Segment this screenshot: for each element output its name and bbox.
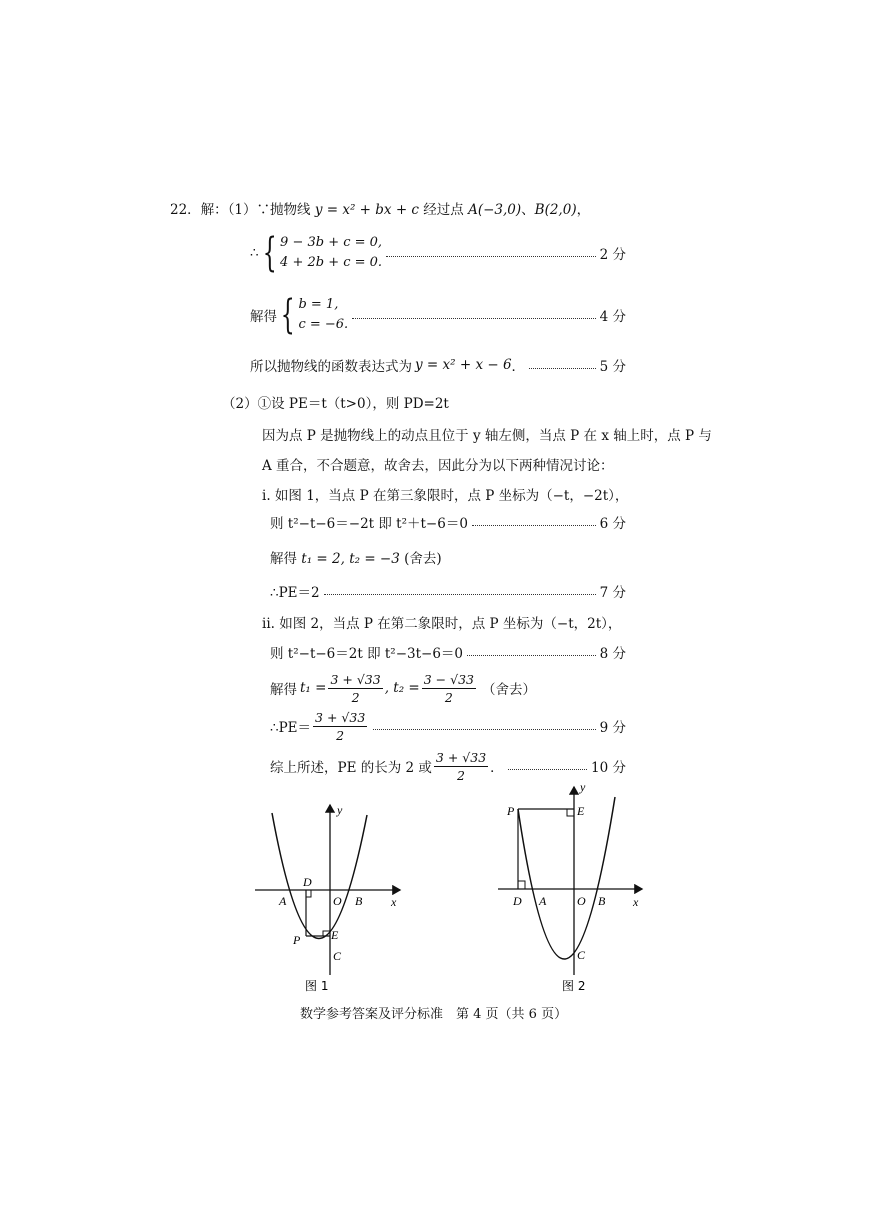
dot-leader: [529, 367, 596, 369]
label-e: E: [331, 928, 339, 942]
label-p: P: [507, 804, 515, 818]
dot-leader: [472, 524, 596, 526]
line1-mid: 经过点: [423, 202, 464, 218]
fraction-numerator: 3 + √33: [435, 749, 487, 765]
fraction: [434, 750, 488, 783]
case2-pe: [270, 708, 626, 744]
case2-sol-note: （舍去）: [481, 682, 536, 698]
fraction-numerator: 3 − √33: [423, 671, 474, 687]
case2-sol-lead: 解得: [270, 682, 297, 698]
parabola-curve: [518, 797, 615, 959]
right-angle-e: [567, 809, 574, 816]
label-a: A: [539, 894, 547, 908]
equation-group: [280, 233, 382, 273]
fraction-denominator: 2: [444, 689, 453, 705]
conclusion-text: 所以抛物线的函数表达式为: [250, 359, 412, 375]
solve-label: 解：: [200, 202, 228, 218]
dot-leader: [352, 317, 595, 319]
part2-setup: ①设 PE＝t（t>0），则 PD=2t: [257, 396, 449, 412]
right-angle-d: [518, 881, 525, 889]
page-footer: 数学参考答案及评分标准 第 4 页（共 6 页）: [300, 1007, 568, 1022]
score-10: 10 分: [591, 760, 626, 776]
label-c: C: [577, 948, 586, 962]
equation-2: 4 + 2b + c = 0.: [280, 255, 383, 270]
label-e: E: [577, 804, 585, 818]
case1-sol-lead: 解得: [270, 551, 297, 567]
line1-end: ，: [576, 202, 591, 218]
solution-group: [298, 295, 348, 335]
case1-line: i. 如图 1，当点 P 在第三象限时，点 P 坐标为（−t，−2t），: [262, 488, 629, 504]
solution-b: b = 1,: [298, 297, 339, 312]
case1-equation: [270, 512, 626, 532]
dot-leader: [467, 654, 596, 656]
fraction-numerator: 3 + √33: [330, 671, 381, 687]
label-y: y: [580, 780, 586, 794]
score-5: 5 分: [599, 359, 626, 375]
score-4: 4 分: [599, 309, 626, 325]
case2-t2: , t₂ =: [384, 680, 420, 696]
case1-sol-values: t₁ = 2, t₂ = −3: [301, 551, 400, 567]
dot-leader: [324, 593, 596, 595]
since-symbol: ∵: [256, 202, 271, 218]
score-6: 6 分: [599, 516, 626, 532]
fraction-denominator: 2: [457, 767, 465, 783]
equation-1: 9 − 3b + c = 0,: [280, 235, 383, 250]
fraction: [313, 710, 367, 743]
dot-leader: [386, 255, 596, 257]
dot-leader: [373, 728, 595, 730]
problem-number: 22．: [170, 202, 201, 218]
case1-pe: [270, 581, 626, 601]
left-brace: {: [280, 292, 295, 338]
part2-line1: [222, 392, 449, 412]
figure-2: [490, 775, 660, 1000]
therefore-symbol: ∴: [250, 245, 259, 261]
figure-1: [245, 795, 415, 1000]
parabola-curve: [272, 813, 367, 939]
score-2: 2 分: [599, 247, 626, 263]
left-brace: {: [262, 230, 277, 276]
solution-c: c = −6.: [298, 317, 349, 332]
label-o: O: [333, 894, 342, 908]
case2-line: ii. 如图 2，当点 P 在第二象限时，点 P 坐标为（−t，2t），: [262, 616, 622, 632]
point-b: B(2,0): [534, 202, 577, 218]
case2-pe-lead: ∴PE＝: [270, 720, 312, 736]
score-7: 7 分: [599, 585, 626, 601]
figure-1-caption: 图 1: [305, 979, 329, 993]
separator: 、: [521, 202, 535, 218]
case2-eq-text: 则 t²−t−6＝2t 即 t²−3t−6＝0: [270, 646, 464, 662]
point-a: A(−3,0): [468, 202, 522, 218]
label-o: O: [577, 894, 586, 908]
summary-end: ．: [490, 760, 504, 776]
conclusion-1: [250, 355, 626, 375]
fraction: [422, 672, 476, 705]
case2-t1: t₁ =: [300, 680, 327, 696]
label-a: A: [279, 894, 287, 908]
case1-solution: [270, 547, 442, 567]
dot-leader: [508, 768, 587, 770]
right-angle-d: [306, 890, 311, 897]
case2-equation: [270, 642, 626, 662]
label-b: B: [598, 894, 606, 908]
label-b: B: [355, 894, 363, 908]
summary-lead: 综上所述，PE 的长为 2 或: [270, 760, 432, 776]
label-d: D: [303, 875, 312, 889]
case1-sol-note: (舍去): [404, 551, 442, 567]
case1-pe-text: ∴PE＝2: [270, 585, 320, 601]
system-2: [250, 292, 626, 338]
line1-text: 抛物线: [270, 202, 311, 218]
figure-2-caption: 图 2: [562, 979, 586, 993]
part2-label: （2）: [222, 396, 258, 412]
label-y: y: [337, 803, 343, 817]
label-p: P: [293, 933, 301, 947]
solve-lead: 解得: [250, 309, 277, 325]
score-8: 8 分: [599, 646, 626, 662]
part1-label: （1）: [227, 202, 257, 218]
fraction-numerator: 3 + √33: [315, 709, 366, 725]
case1-eq-text: 则 t²−t−6＝−2t 即 t²＋t−6＝0: [270, 516, 468, 532]
system-1: [250, 230, 626, 276]
label-x: x: [633, 895, 639, 909]
fraction-denominator: 2: [336, 727, 345, 743]
score-9: 9 分: [599, 720, 626, 736]
label-x: x: [391, 895, 397, 909]
parabola-formula: y = x² + bx + c: [314, 202, 419, 218]
part2-line3: A 重合，不合题意，故舍去，因此分为以下两种情况讨论：: [262, 458, 614, 474]
problem-heading: [170, 198, 590, 218]
label-c: C: [333, 949, 342, 963]
conclusion-end: ．: [511, 359, 526, 375]
part2-line2: 因为点 P 是抛物线上的动点且位于 y 轴左侧，当点 P 在 x 轴上时，点 P 与: [262, 428, 712, 444]
fraction-denominator: 2: [351, 689, 360, 705]
fraction: [328, 672, 382, 705]
case2-solution: [270, 670, 536, 706]
label-d: D: [513, 894, 522, 908]
function-formula: y = x² + x − 6: [415, 357, 512, 373]
